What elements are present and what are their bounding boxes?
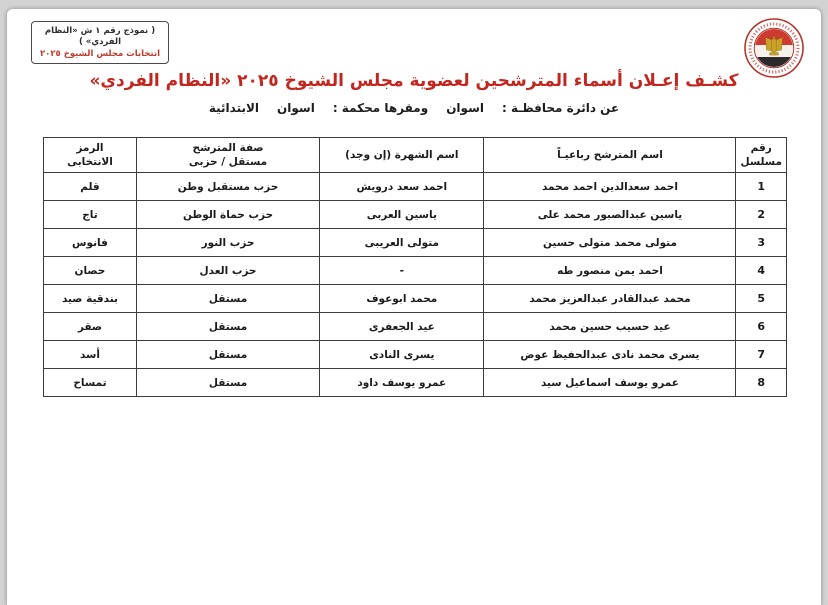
cell-affiliation: مستقل xyxy=(136,285,319,313)
cell-affiliation: مستقل xyxy=(136,369,319,397)
cell-serial: 4 xyxy=(736,257,787,285)
cell-symbol: أسد xyxy=(44,341,137,369)
table-row xyxy=(44,285,787,313)
district-subtitle xyxy=(7,101,821,115)
form-number-badge xyxy=(31,21,169,64)
cell-alias: يسرى النادى xyxy=(320,341,484,369)
cell-alias: ياسين العربى xyxy=(320,201,484,229)
cell-serial: 5 xyxy=(736,285,787,313)
cell-candidate-name: محمد عبدالقادر عبدالعزيز محمد xyxy=(484,285,736,313)
cell-affiliation: حزب حماة الوطن xyxy=(136,201,319,229)
cell-affiliation: مستقل xyxy=(136,341,319,369)
candidates-table xyxy=(43,137,787,397)
cell-serial: 8 xyxy=(736,369,787,397)
governorate-label: عن دائرة محافظـة : xyxy=(501,101,620,115)
cell-candidate-name: ياسين عبدالصبور محمد على xyxy=(484,201,736,229)
cell-serial: 1 xyxy=(736,173,787,201)
document-page xyxy=(7,9,821,605)
cell-alias: عمرو يوسف داود xyxy=(320,369,484,397)
form-number-text: ( نموذج رقم ١ ش «النظام الفردي» ) xyxy=(44,26,156,48)
cell-alias: محمد ابوعوف xyxy=(320,285,484,313)
cell-serial: 6 xyxy=(736,313,787,341)
cell-symbol: قلم xyxy=(44,173,137,201)
court-suffix: الابتدائية xyxy=(208,101,260,115)
election-name-text: انتخابات مجلس الشيوخ ٢٠٢٥ xyxy=(39,48,160,59)
cell-serial: 2 xyxy=(736,201,787,229)
cell-affiliation: حزب العدل xyxy=(136,257,319,285)
table-row xyxy=(44,341,787,369)
header-symbol-line1: الرمز xyxy=(76,141,104,154)
cell-affiliation: حزب مستقبل وطن xyxy=(136,173,319,201)
cell-symbol: صقر xyxy=(44,313,137,341)
elections-authority-emblem-icon xyxy=(743,17,805,79)
cell-serial: 3 xyxy=(736,229,787,257)
table-row xyxy=(44,257,787,285)
table-row xyxy=(44,201,787,229)
header-symbol xyxy=(44,138,137,173)
court-value: اسوان xyxy=(277,101,315,115)
cell-symbol: فانوس xyxy=(44,229,137,257)
cell-affiliation: حزب النور xyxy=(136,229,319,257)
header-serial-line1: رقم xyxy=(750,141,772,154)
table-header-row xyxy=(44,138,787,173)
page-title: كشـف إعـلان أسماء المترشحين لعضوية مجلس الشيوخ ٢٠٢٥ «النظام الفردي» xyxy=(89,71,739,91)
cell-serial: 7 xyxy=(736,341,787,369)
cell-symbol: تاج xyxy=(44,201,137,229)
cell-candidate-name: احمد يمن منصور طه xyxy=(484,257,736,285)
header-affiliation-line2: مستقل / حزبى xyxy=(188,156,268,168)
header-candidate-name: اسم المترشح رباعيـاً xyxy=(484,138,736,173)
cell-candidate-name: عيد حسيب حسين محمد xyxy=(484,313,736,341)
header-affiliation-line1: صفة المترشح xyxy=(192,141,264,154)
header-serial xyxy=(736,138,787,173)
cell-symbol: حصان xyxy=(44,257,137,285)
cell-alias: - xyxy=(320,257,484,285)
candidates-table-wrapper xyxy=(43,137,787,397)
header-serial-line2: مسلسل xyxy=(740,156,782,168)
cell-candidate-name: يسرى محمد نادى عبدالحفيظ عوض xyxy=(484,341,736,369)
cell-symbol: بندقية صيد xyxy=(44,285,137,313)
header-alias: اسم الشهرة (إن وجد) xyxy=(320,138,484,173)
court-label: ومقرها محكمة : xyxy=(332,101,429,115)
cell-alias: احمد سعد درويش xyxy=(320,173,484,201)
header-affiliation xyxy=(136,138,319,173)
cell-alias: متولى العريبى xyxy=(320,229,484,257)
cell-candidate-name: عمرو يوسف اسماعيل سيد xyxy=(484,369,736,397)
cell-candidate-name: احمد سعدالدين احمد محمد xyxy=(484,173,736,201)
cell-candidate-name: متولى محمد متولى حسين xyxy=(484,229,736,257)
header-symbol-line2: الانتخابى xyxy=(67,156,113,168)
cell-alias: عيد الجعفرى xyxy=(320,313,484,341)
table-row xyxy=(44,369,787,397)
table-row xyxy=(44,229,787,257)
table-row xyxy=(44,313,787,341)
cell-symbol: تمساح xyxy=(44,369,137,397)
cell-affiliation: مستقل xyxy=(136,313,319,341)
governorate-value: اسوان xyxy=(446,101,484,115)
table-row xyxy=(44,173,787,201)
